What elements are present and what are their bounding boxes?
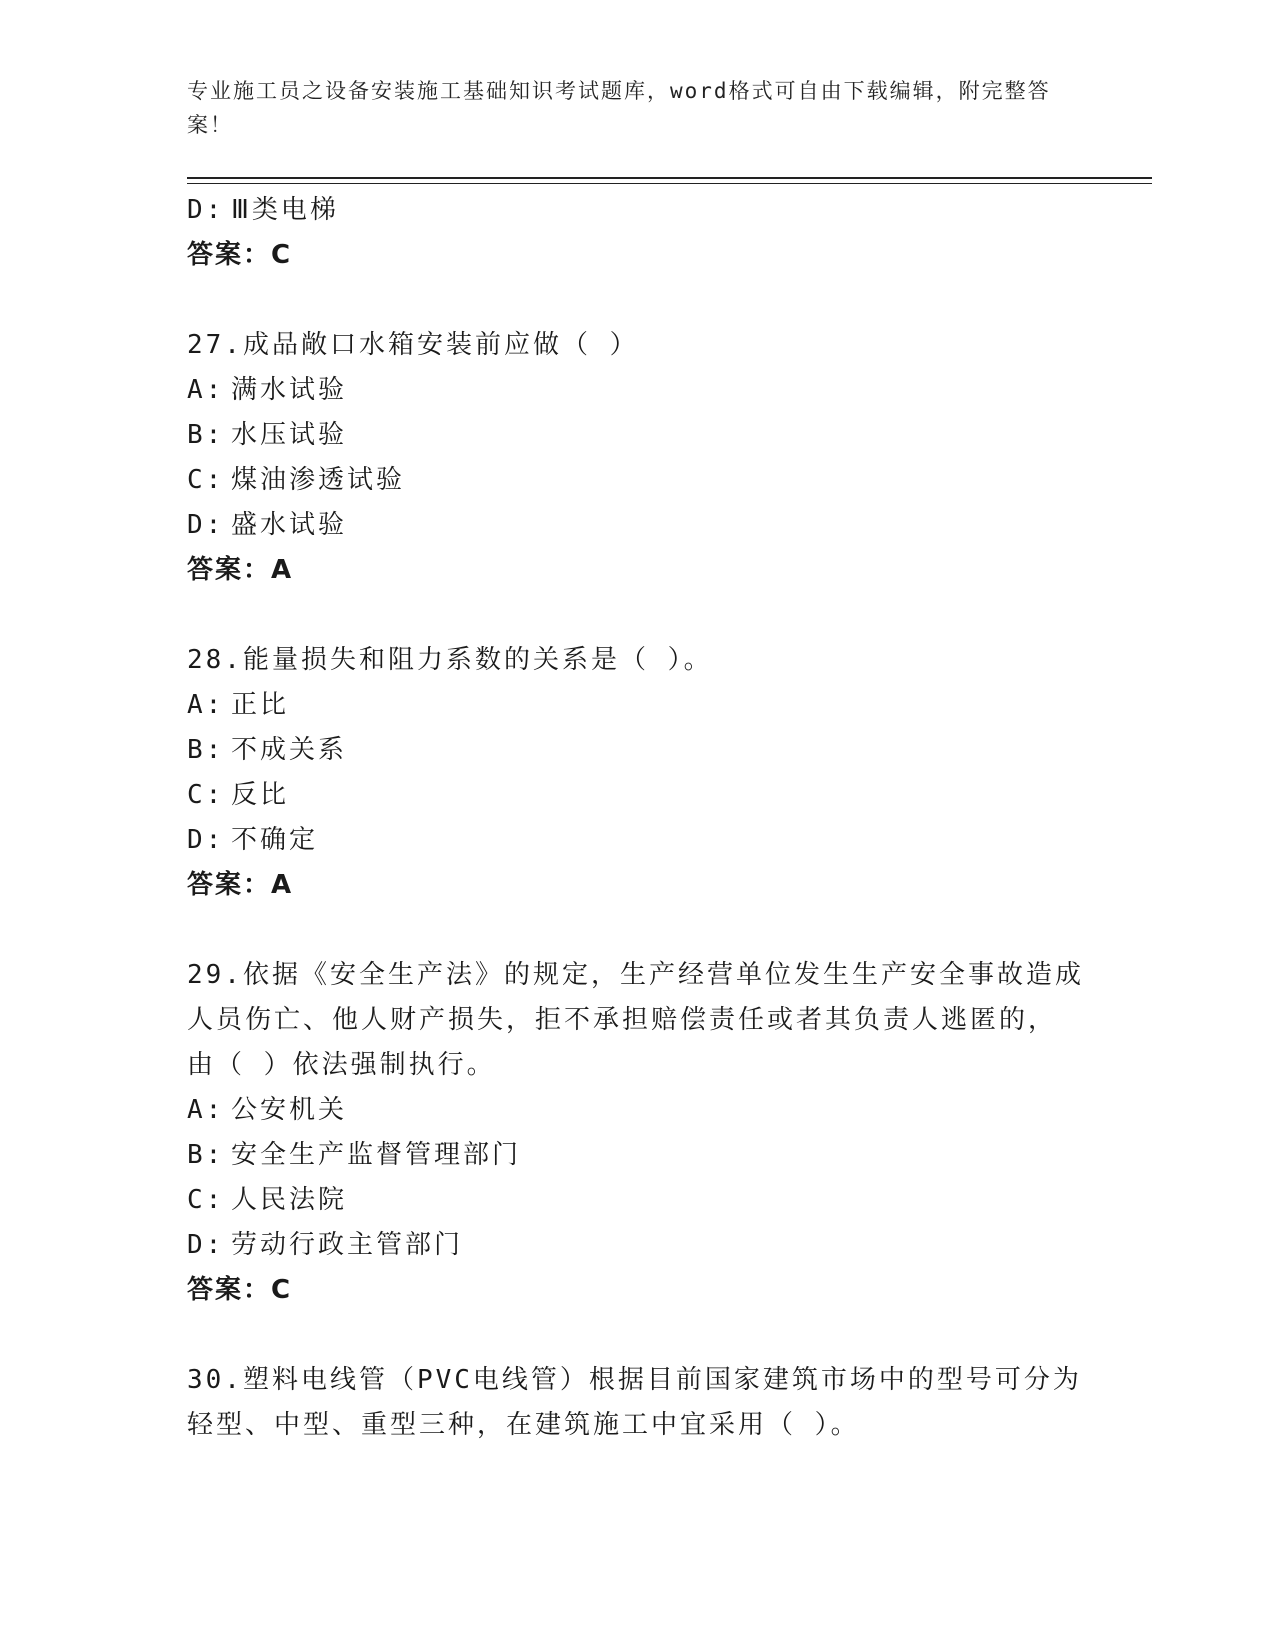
option-label: A: [187, 1095, 225, 1125]
option-line [187, 1178, 1117, 1223]
option-text: 安全生产监督管理部门 [231, 1140, 522, 1170]
question-30-text-line-2: 轻型、中型、重型三种，在建筑施工中宜采用（ ）。 [187, 1410, 860, 1440]
option-label: B: [187, 420, 225, 450]
option-line [187, 773, 1117, 818]
option-line [187, 368, 1117, 413]
option-text: 劳动行政主管部门 [231, 1230, 464, 1260]
option-line [187, 683, 1117, 728]
option-label: D: [187, 1230, 225, 1260]
answer-line: 答案：C [187, 240, 293, 270]
option-text: 不成关系 [231, 735, 348, 765]
option-line [187, 413, 1117, 458]
option-label: D: [187, 510, 225, 540]
option-text: 人民法院 [231, 1185, 348, 1215]
option-line [187, 1133, 1117, 1178]
option-text: 正比 [231, 690, 290, 720]
option-line [187, 818, 1117, 863]
option-line [187, 188, 1117, 233]
question-30-text-line-1: 30.塑料电线管（PVC电线管）根据目前国家建筑市场中的型号可分为 [187, 1365, 1082, 1395]
page-header: 专业施工员之设备安装施工基础知识考试题库，word格式可自由下载编辑，附完整答案！ [187, 79, 1051, 137]
question-28-text: 28.能量损失和阻力系数的关系是（ ）。 [187, 645, 713, 675]
option-label: B: [187, 1140, 225, 1170]
option-label: B: [187, 735, 225, 765]
option-text: Ⅲ类电梯 [231, 195, 339, 225]
question-29-text-line-1: 29.依据《安全生产法》的规定，生产经营单位发生生产安全事故造成 [187, 960, 1084, 990]
answer-line: 答案：C [187, 1275, 293, 1305]
option-label: D: [187, 195, 225, 225]
option-text: 公安机关 [231, 1095, 348, 1125]
header-rule-thin [187, 183, 1152, 184]
answer-line: 答案：A [187, 870, 294, 900]
option-line [187, 458, 1117, 503]
option-label: C: [187, 465, 225, 495]
option-line [187, 1223, 1117, 1268]
option-label: A: [187, 690, 225, 720]
option-text: 满水试验 [231, 375, 348, 405]
option-line [187, 1088, 1117, 1133]
header-rule-thick [187, 177, 1152, 179]
option-line [187, 503, 1117, 548]
question-27-text: 27.成品敞口水箱安装前应做（ ） [187, 330, 639, 360]
option-label: C: [187, 780, 225, 810]
question-29-text-line-3: 由（ ）依法强制执行。 [187, 1050, 496, 1080]
option-text: 不确定 [231, 825, 319, 855]
answer-line: 答案：A [187, 555, 294, 585]
option-text: 煤油渗透试验 [231, 465, 406, 495]
option-label: A: [187, 375, 225, 405]
option-text: 反比 [231, 780, 290, 810]
option-line [187, 728, 1117, 773]
option-text: 盛水试验 [231, 510, 348, 540]
option-label: C: [187, 1185, 225, 1215]
option-text: 水压试验 [231, 420, 348, 450]
option-label: D: [187, 825, 225, 855]
question-29-text-line-2: 人员伤亡、他人财产损失，拒不承担赔偿责任或者其负责人逃匿的， [187, 1005, 1058, 1035]
question-content [187, 188, 1117, 1448]
